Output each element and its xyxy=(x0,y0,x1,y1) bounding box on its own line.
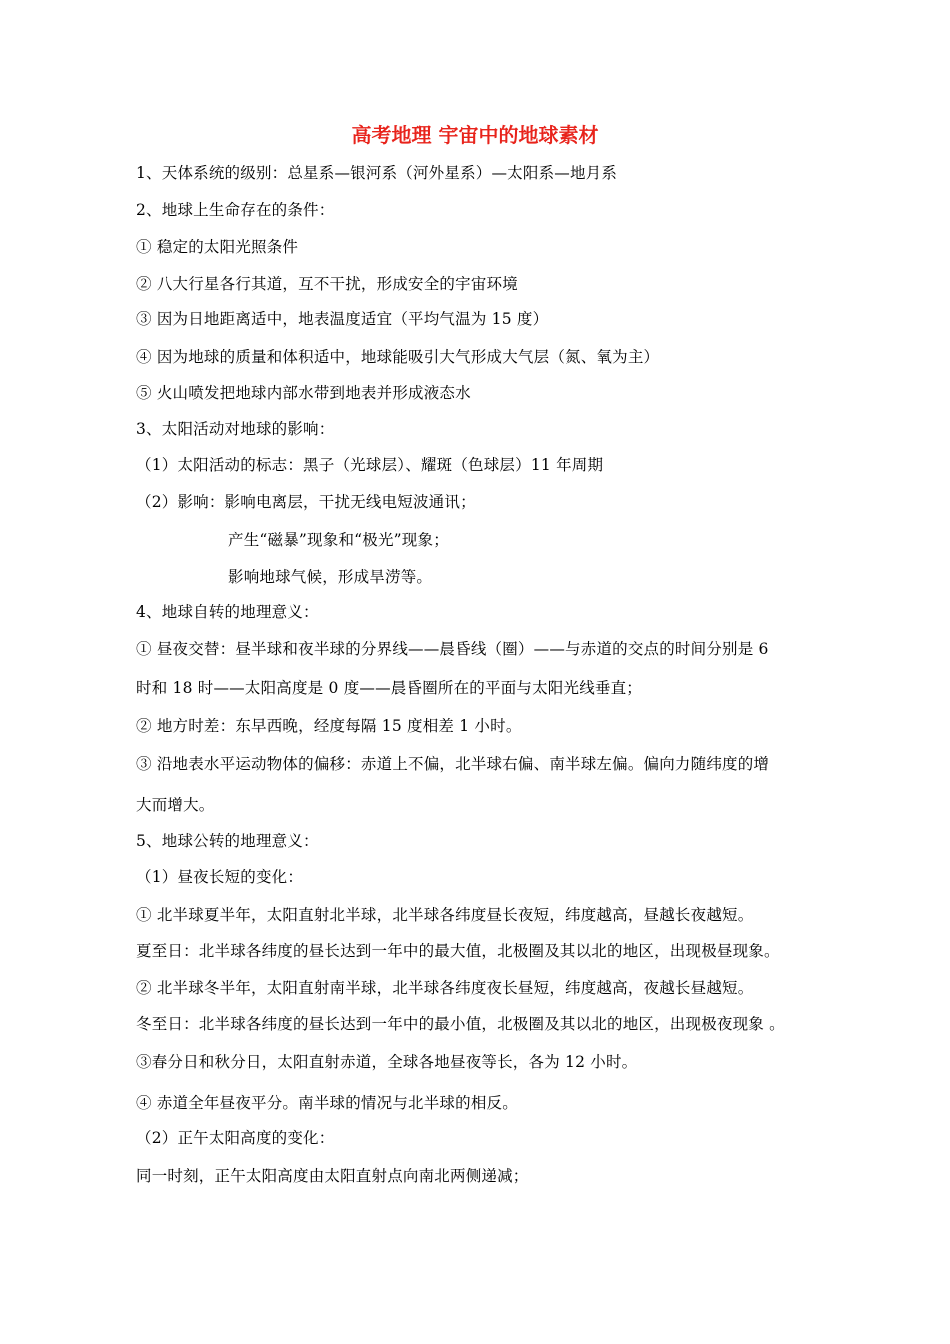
text-line: 夏至日：北半球各纬度的昼长达到一年中的最大值，北极圈及其以北的地区，出现极昼现象。 xyxy=(136,942,780,960)
text-line: ① 北半球夏半年，太阳直射北半球，北半球各纬度昼长夜短，纬度越高，昼越长夜越短。 xyxy=(136,906,754,924)
text-line: ② 地方时差：东早西晚，经度每隔 15 度相差 1 小时。 xyxy=(136,717,522,735)
text-line: ② 八大行星各行其道，互不干扰，形成安全的宇宙环境 xyxy=(136,275,518,293)
text-line: ④ 赤道全年昼夜平分。南半球的情况与北半球的相反。 xyxy=(136,1094,518,1112)
text-line: ① 昼夜交替：昼半球和夜半球的分界线——晨昏线（圈）——与赤道的交点的时间分别是 6 xyxy=(136,640,769,658)
text-line: ④ 因为地球的质量和体积适中，地球能吸引大气形成大气层（氮、氧为主） xyxy=(136,348,660,366)
text-line: 3、太阳活动对地球的影响： xyxy=(136,420,335,438)
text-line: （1）昼夜长短的变化： xyxy=(136,868,304,886)
text-line: 时和 18 时——太阳高度是 0 度——晨昏圈所在的平面与太阳光线垂直； xyxy=(136,679,642,697)
text-line: ③春分日和秋分日，太阳直射赤道，全球各地昼夜等长，各为 12 小时。 xyxy=(136,1053,638,1071)
text-line: 2、地球上生命存在的条件： xyxy=(136,201,335,219)
text-line: 产生“磁暴”现象和“极光”现象； xyxy=(228,531,449,549)
text-line: （2）影响：影响电离层，干扰无线电短波通讯； xyxy=(136,493,476,511)
text-line: 大而增大。 xyxy=(136,796,215,814)
text-line: （2）正午太阳高度的变化： xyxy=(136,1129,335,1147)
text-line: ③ 沿地表水平运动物体的偏移：赤道上不偏，北半球右偏、南半球左偏。偏向力随纬度的增 xyxy=(136,755,770,773)
text-line: 4、地球自转的地理意义： xyxy=(136,603,319,621)
text-line: 5、地球公转的地理意义： xyxy=(136,832,319,850)
text-line: ② 北半球冬半年，太阳直射南半球，北半球各纬度夜长昼短，纬度越高，夜越长昼越短。 xyxy=(136,979,754,997)
text-line: 影响地球气候，形成旱涝等。 xyxy=(228,568,433,586)
text-line: 同一时刻，正午太阳高度由太阳直射点向南北两侧递减； xyxy=(136,1167,529,1185)
document-title: 高考地理 宇宙中的地球素材 xyxy=(351,123,599,147)
text-line: 冬至日：北半球各纬度的昼长达到一年中的最小值，北极圈及其以北的地区，出现极夜现象 。 xyxy=(136,1015,785,1033)
text-line: 1、天体系统的级别：总星系—银河系（河外星系）—太阳系—地月系 xyxy=(136,164,618,182)
text-line: ③ 因为日地距离适中，地表温度适宜（平均气温为 15 度） xyxy=(136,310,549,328)
text-line: ⑤ 火山喷发把地球内部水带到地表并形成液态水 xyxy=(136,384,471,402)
text-line: （1）太阳活动的标志：黑子（光球层）、耀斑（色球层）11 年周期 xyxy=(136,456,604,474)
text-line: ① 稳定的太阳光照条件 xyxy=(136,238,299,256)
